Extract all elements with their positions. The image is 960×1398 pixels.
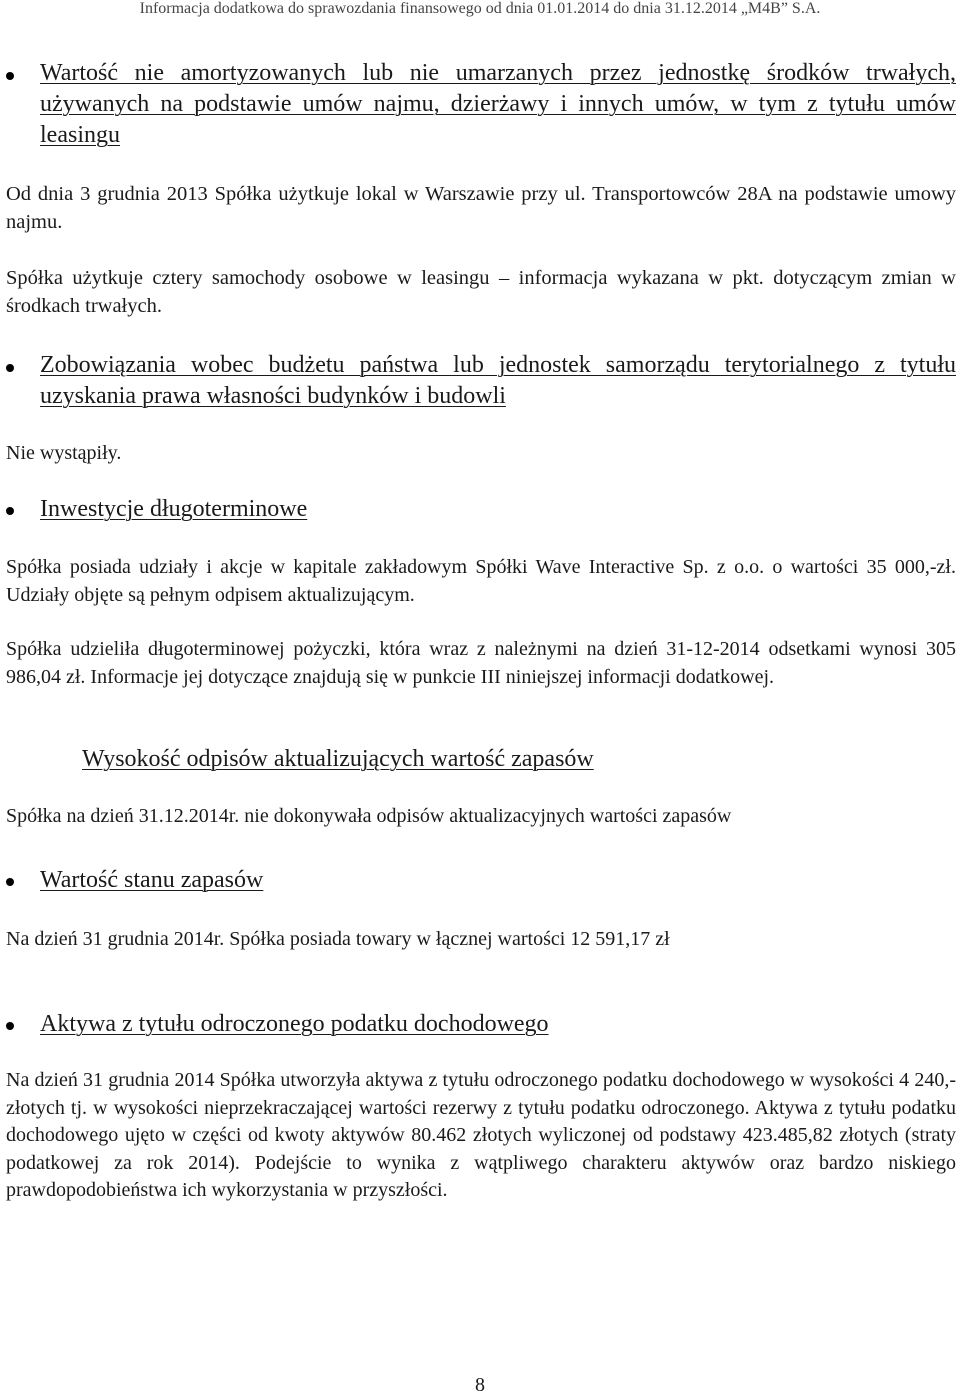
paragraph-text: Nie wystąpiły. <box>6 442 122 464</box>
section-heading-budget-liabilities: Zobowiązania wobec budżetu państwa lub jednostek samorządu terytorialnego z tytułu uzyskania prawa własności budynków i budowli <box>40 352 956 409</box>
paragraph-text: Spółka użytkuje cztery samochody osobowe w leasingu – informacja wykazana w pkt. dotyczącym zmian w środkach trwałych. <box>6 267 956 317</box>
bullet-icon <box>6 507 14 515</box>
paragraph-long-term-investments-2 <box>6 635 956 691</box>
bullet-icon <box>6 364 14 372</box>
page-number: 8 <box>475 1374 485 1396</box>
paragraph-text: Spółka posiada udziały i akcje w kapitale zakładowym Spółki Wave Interactive Sp. z o.o. o wartości 35 000,-zł. Udziały objęte są pełnym odpisem aktualizującym. <box>6 556 956 606</box>
paragraph-text: Na dzień 31 grudnia 2014 Spółka utworzyła aktywa z tytułu odroczonego podatku dochodowego w wysokości 4 240,- złotych tj. w wysokości nieprzekraczającej wartości rezerwy z tytułu podatku odroczonego. Aktywa z tytułu podatku dochodowego ujęto w części od kwoty aktywów 80.462 złotych wyliczonej od podstawy 423.485,82 złotych (straty podatkowej za rok 2014). Podejście to wynika z wątpliwego charakteru aktywów oraz bardzo niskiego prawdopodobieństwa ich wykorzystania w przyszłości. <box>6 1069 956 1202</box>
paragraph-text: Od dnia 3 grudnia 2013 Spółka użytkuje lokal w Warszawie przy ul. Transportowców 28A na podstawie umowy najmu. <box>6 183 956 233</box>
section-heading-leasing: Wartość nie amortyzowanych lub nie umarzanych przez jednostkę środków trwałych, używanych na podstawie umów najmu, dzierżawy i innych umów, w tym z tytułu umów leasingu <box>40 60 956 148</box>
paragraph-leasing-2 <box>6 264 956 320</box>
section-heading-long-term-investments: Inwestycje długoterminowe <box>40 496 308 522</box>
bullet-icon <box>6 878 14 886</box>
paragraph-inventory-writedowns <box>6 802 956 830</box>
bullet-icon <box>6 1022 14 1030</box>
running-header: Informacja dodatkowa do sprawozdania finansowego od dnia 01.01.2014 do dnia 31.12.2014 „M4B” S.A. <box>139 0 821 17</box>
paragraph-long-term-investments-1 <box>6 553 956 609</box>
paragraph-text: Spółka na dzień 31.12.2014r. nie dokonywała odpisów aktualizacyjnych wartości zapasów <box>6 805 732 827</box>
paragraph-leasing-1 <box>6 180 956 236</box>
section-heading-inventory-value: Wartość stanu zapasów <box>40 867 264 893</box>
paragraph-text: Na dzień 31 grudnia 2014r. Spółka posiada towary w łącznej wartości 12 591,17 zł <box>6 928 670 950</box>
paragraph-deferred-tax <box>6 1067 956 1205</box>
paragraph-budget-liabilities <box>6 439 956 467</box>
paragraph-text: Spółka udzieliła długoterminowej pożyczki, która wraz z należnymi na dzień 31-12-2014 odsetkami wynosi 305 986,04 zł. Informacje jej dotyczące znajdują się w punkcie III niniejszej informacji dodatkowej. <box>6 638 956 688</box>
section-heading-deferred-tax: Aktywa z tytułu odroczonego podatku dochodowego <box>40 1011 549 1037</box>
bullet-icon <box>6 72 14 80</box>
paragraph-inventory-value <box>6 925 956 953</box>
section-heading-inventory-writedowns: Wysokość odpisów aktualizujących wartość zapasów <box>82 746 594 772</box>
